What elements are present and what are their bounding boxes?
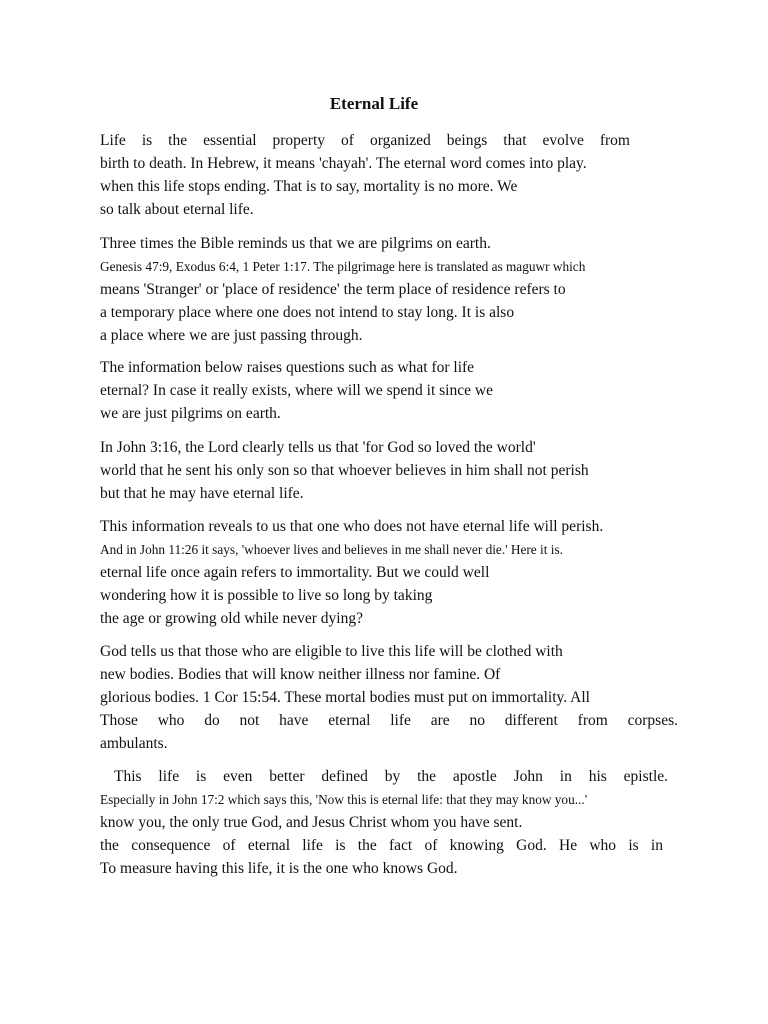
paragraph-line: To measure having this life, it is the one who knows God.	[100, 860, 458, 877]
paragraph-1	[100, 129, 630, 221]
paragraph-line: the age or growing old while never dying?	[100, 610, 363, 627]
paragraph-line: a place where we are just passing through.	[100, 327, 363, 344]
paragraph-line: In John 3:16, the Lord clearly tells us that 'for God so loved the world'	[100, 439, 536, 456]
paragraph-line: And in John 11:26 it says, 'whoever lives and believes in me shall never die.' Here it is.	[100, 542, 563, 557]
paragraph-line: Genesis 47:9, Exodus 6:4, 1 Peter 1:17. The pilgrimage here is translated as maguwr which	[100, 259, 586, 274]
document-title: Eternal Life	[329, 94, 419, 113]
paragraph-line: ambulants.	[100, 735, 168, 752]
paragraph-line: when this life stops ending. That is to say, mortality is no more. We	[100, 178, 518, 195]
paragraph-line: know you, the only true God, and Jesus Christ whom you have sent.	[100, 814, 523, 831]
paragraph-line: Especially in John 17:2 which says this, 'Now this is eternal life: that they may know you...'	[100, 792, 588, 807]
paragraph-line: This life is even better defined by the apostle John in his epistle.	[114, 768, 668, 785]
paragraph-line: so talk about eternal life.	[100, 201, 254, 218]
paragraph-line: Those who do not have eternal life are no different from corpses.	[100, 712, 678, 729]
paragraph-line: glorious bodies. 1 Cor 15:54. These mortal bodies must put on immortality. All	[100, 689, 590, 706]
paragraph-line: Three times the Bible reminds us that we are pilgrims on earth.	[100, 235, 491, 252]
paragraph-2	[100, 232, 720, 347]
paragraph-line: This information reveals to us that one who does not have eternal life will perish.	[100, 518, 604, 535]
paragraph-line: but that he may have eternal life.	[100, 485, 304, 502]
paragraph-line: God tells us that those who are eligible to live this life will be clothed with	[100, 643, 563, 660]
paragraph-line: new bodies. Bodies that will know neither illness nor famine. Of	[100, 666, 501, 683]
paragraph-7	[100, 765, 668, 880]
paragraph-line: world that he sent his only son so that whoever believes in him shall not perish	[100, 462, 589, 479]
paragraph-5	[100, 515, 720, 630]
paragraph-line: eternal life once again refers to immortality. But we could well	[100, 564, 490, 581]
paragraph-line: a temporary place where one does not intend to stay long. It is also	[100, 304, 515, 321]
paragraph-line: the consequence of eternal life is the fact of knowing God. He who is in	[100, 837, 663, 854]
paragraph-line: we are just pilgrims on earth.	[100, 405, 281, 422]
paragraph-6	[100, 640, 678, 755]
paragraph-line: means 'Stranger' or 'place of residence' the term place of residence refers to	[100, 281, 566, 298]
paragraph-line: wondering how it is possible to live so long by taking	[100, 587, 433, 604]
paragraph-4	[100, 436, 720, 505]
paragraph-line: Life is the essential property of organized beings that evolve from	[100, 132, 630, 149]
paragraph-line: eternal? In case it really exists, where will we spend it since we	[100, 382, 493, 399]
paragraph-3	[100, 356, 720, 425]
paragraph-line: birth to death. In Hebrew, it means 'chayah'. The eternal word comes into play.	[100, 155, 587, 172]
paragraph-line: The information below raises questions such as what for life	[100, 359, 475, 376]
